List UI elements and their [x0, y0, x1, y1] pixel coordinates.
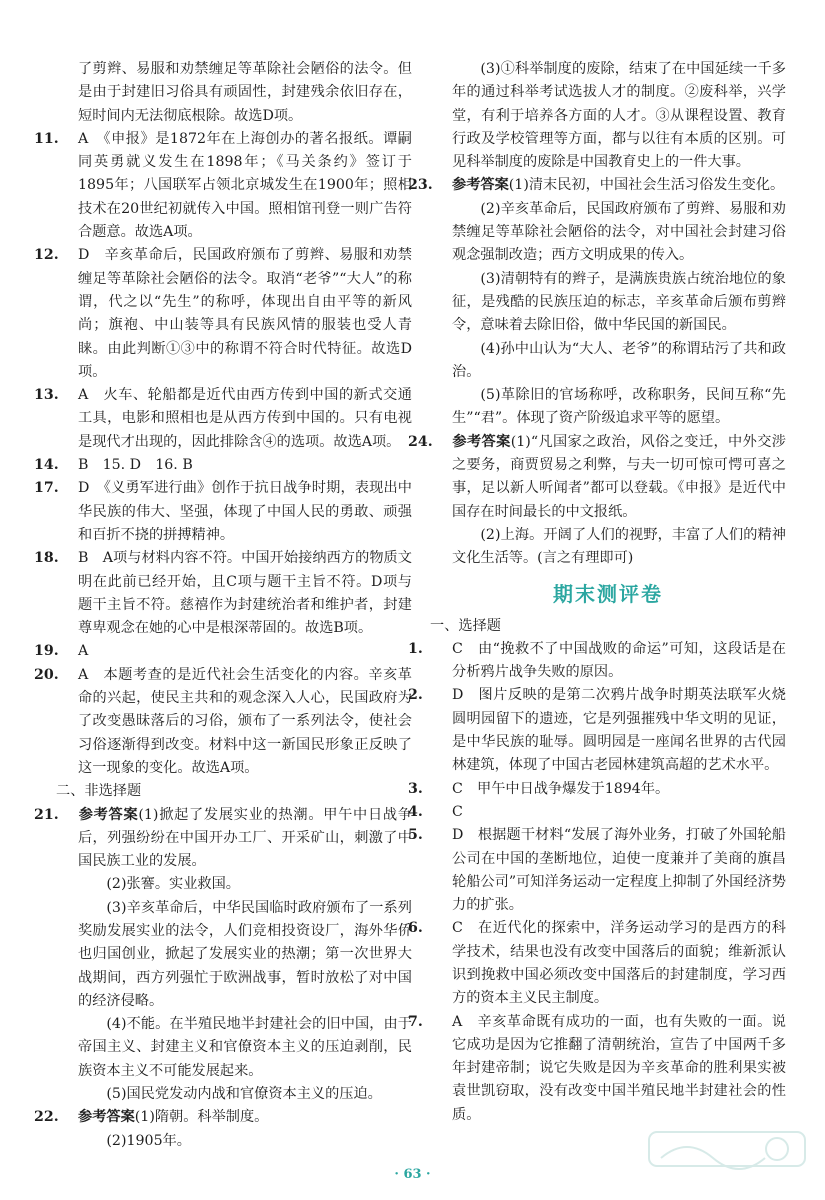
question-number: 4. — [408, 803, 423, 820]
page-number: · 63 · — [394, 1167, 431, 1182]
reference-answer — [408, 174, 786, 197]
answer-text: D 《义勇军进行曲》创作于抗日战争时期，表现出中华民族的伟大、坚强，体现了中国人民的勇敢、顽强和百折不挠的拼搏精神。 — [78, 480, 412, 543]
reference-answer — [408, 431, 786, 524]
reference-answer-label: 参考答案 — [78, 806, 139, 823]
question-number: 1. — [408, 640, 423, 657]
sub-answer: (5)革除旧的官场称呼，改称职务，民间互称“先生”“君”。体现了资产阶级追求平等的愿望。 — [452, 387, 786, 427]
answer-text: (1)掀起了发展实业的热潮。甲午中日战争后，列强纷纷在中国开办工厂、开采矿山，刺激了中国民族工业的发展。 — [78, 806, 412, 870]
answer-text: C 甲午中日战争爆发于1894年。 — [452, 780, 670, 797]
answer-item — [34, 384, 412, 454]
answer-item — [408, 1011, 786, 1127]
answer-text: C 由“挽救不了中国战败的命运”可知，这段话是在分析鸦片战争失败的原因。 — [452, 640, 786, 681]
question-number: 5. — [408, 827, 423, 844]
sub-answer: (4)孙中山认为“大人、老爷”的称谓玷污了共和政治。 — [452, 340, 786, 380]
final-exam-title: 期末测评卷 — [553, 581, 663, 606]
question-number: 23. — [408, 177, 433, 194]
answer-item — [408, 778, 786, 801]
question-number: 2. — [408, 687, 423, 704]
question-number: 17. — [34, 480, 59, 497]
question-number: 11. — [34, 130, 59, 147]
answer-item — [34, 128, 412, 244]
sub-answer: (5)国民党发动内战和官僚资本主义的压迫。 — [106, 1086, 382, 1103]
answer-item — [408, 824, 786, 917]
question-number: 19. — [34, 643, 59, 660]
left-column — [34, 58, 412, 1153]
question-number: 13. — [34, 387, 59, 404]
answer-item — [408, 684, 786, 777]
answer-item — [408, 638, 786, 685]
answer-text: A — [78, 643, 89, 660]
answer-text: D 辛亥革命后，民国政府颁布了剪辫、易服和劝禁缠足等革除社会陋俗的法令。取消“老爷”“大人”的称谓，代之以“先生”的称呼，体现出自由平等的新风尚；旗袍、中山装等具有民族风情的服装也受人青睐。由此判断①③中的称谓不符合时代特征。故选D项。 — [78, 247, 412, 380]
sub-answer: (3)①科举制度的废除，结束了在中国延续一千多年的通过科举考试选拔人才的制度。②废科举，兴学堂，有利于培养各方面的人才。③从课程设置、教育行政及学校管理等方面，都与以往有本质的区别。可见科举制度的废除是中国教育史上的一件大事。 — [452, 61, 786, 171]
watermark-logo-icon — [647, 1128, 807, 1192]
sub-answer: (3)辛亥革命后，中华民国临时政府颁布了一系列奖励发展实业的法令，人们竞相投资设厂，海外华侨也归国创业，掀起了发展实业的热潮；第一次世界大战期间，西方列强忙于欧洲战事，暂时放松了对中国的经济侵略。 — [78, 899, 412, 1009]
right-column — [408, 58, 786, 1127]
answer-item — [34, 244, 412, 384]
sub-answer: (4)不能。在半殖民地半封建社会的旧中国，由于帝国主义、封建主义和官僚资本主义的压迫剥削，民族资本主义不可能发展起来。 — [78, 1016, 412, 1079]
answer-text: (1)隋朝。科举制度。 — [134, 1109, 269, 1126]
answer-item — [34, 547, 412, 640]
answer-item — [34, 454, 412, 477]
answer-text: (1)清末民初，中国社会生活习俗发生变化。 — [508, 177, 785, 194]
question-number: 7. — [408, 1013, 423, 1030]
sub-answer: (2)张謇。实业救国。 — [106, 876, 240, 893]
question-number: 6. — [408, 920, 423, 937]
reference-answer — [34, 1106, 412, 1129]
answer-text: (1)“凡国家之政治，风俗之变迁，中外交涉之要务，商贾贸易之利弊，与夫一切可惊可愕可喜之事，足以新人听闻者”都可以登载。《申报》是近代中国存在时间最长的中文报纸。 — [452, 433, 786, 520]
answer-text: A 本题考查的是近代社会生活变化的内容。辛亥革命的兴起，使民主共和的观念深入人心，民国政府为了改变愚昧落后的习俗，颁布了一系列法令，使社会习俗逐渐得到改变。材料中这一新国民形象正反映了这一现象的变化。故选A项。 — [78, 666, 412, 776]
answer-text: A 火车、轮船都是近代由西方传到中国的新式交通工具，电影和照相也是从西方传到中国的。只有电视是现代才出现的，因此排除含④的选项。故选A项。 — [78, 387, 412, 450]
sub-answer: (2)上海。开阔了人们的视野，丰富了人们的精神文化生活等。(言之有理即可) — [452, 526, 786, 567]
question-number: 21. — [34, 806, 59, 823]
answer-text: B A项与材料内容不符。中国开始接纳西方的物质文明在此前已经开始，且C项与题干主旨不符。D项与题干主旨不符。慈禧作为封建统治者和维护者，封建尊卑观念在她的心中是根深蒂固的。故选B项。 — [78, 550, 412, 637]
reference-answer — [34, 804, 412, 874]
reference-answer-label: 参考答案 — [452, 177, 509, 194]
question-number: 14. — [34, 457, 59, 474]
question-number: 18. — [34, 550, 59, 567]
answer-item — [408, 801, 786, 824]
answer-text: C — [452, 803, 463, 820]
sub-answer: (3)清朝特有的辫子，是满族贵族占统治地位的象征，是残酷的民族压迫的标志，辛亥革命后颁布剪辫令，意味着去除旧俗，做中华民国的新国民。 — [452, 270, 786, 334]
answer-text: D 根据题干材料“发展了海外业务，打破了外国轮船公司在中国的垄断地位，迫使一度兼并了美商的旗昌轮船公司”可知洋务运动一定程度上抑制了外国经济势力的扩张。 — [452, 827, 786, 914]
answer-text: A 《申报》是1872年在上海创办的著名报纸。谭嗣同英勇就义发生在1898年；《马关条约》签订于1895年；八国联军占领北京城发生在1900年；照相技术在20世纪初就传入中国。照相馆刊登一则广告符合题意。故选A项。 — [78, 130, 412, 241]
sub-answer: (2)1905年。 — [106, 1132, 191, 1149]
answer-item — [34, 477, 412, 547]
question-number: 24. — [408, 433, 433, 450]
question-number: 20. — [34, 666, 59, 683]
sub-answer: (2)辛亥革命后，民国政府颁布了剪辫、易服和劝禁缠足等革除社会陋俗的法令，对中国社会封建习俗观念强制改造；西方文明成果的传入。 — [452, 200, 786, 264]
section-heading: 二、非选择题 — [56, 783, 142, 800]
question-number: 22. — [34, 1109, 59, 1126]
continued-text: 了剪辫、易服和劝禁缠足等革除社会陋俗的法令。但是由于封建旧习俗具有顽固性，封建残余依旧存在，短时间内无法彻底根除。故选D项。 — [78, 61, 412, 124]
answer-text: D 图片反映的是第二次鸦片战争时期英法联军火烧圆明园留下的遗迹，它是列强摧残中华文明的见证，是中华民族的耻辱。圆明园是一座闻名世界的古代园林建筑，体现了中国古老园林建筑高超的艺术水平。 — [452, 687, 786, 774]
section-heading: 一、选择题 — [430, 617, 501, 634]
question-number: 3. — [408, 780, 423, 797]
answer-item — [34, 640, 412, 663]
answer-item — [408, 917, 786, 1010]
reference-answer-label: 参考答案 — [452, 433, 511, 450]
answer-text: A 辛亥革命既有成功的一面，也有失败的一面。说它成功是因为它推翻了清朝统治，宣告了中国两千多年封建帝制；说它失败是因为辛亥革命的胜利果实被袁世凯窃取，没有改变中国半殖民地半封建社会的性质。 — [452, 1013, 786, 1123]
question-number: 12. — [34, 247, 59, 264]
reference-answer-label: 参考答案 — [78, 1109, 135, 1126]
answer-text: C 在近代化的探索中，洋务运动学习的是西方的科学技术，结果也没有改变中国落后的面貌；维新派认识到挽救中国必须改变中国落后的封建制度，学习西方的资本主义民主制度。 — [452, 920, 786, 1007]
answer-text: B 15. D 16. B — [78, 457, 193, 474]
answer-item — [34, 664, 412, 780]
